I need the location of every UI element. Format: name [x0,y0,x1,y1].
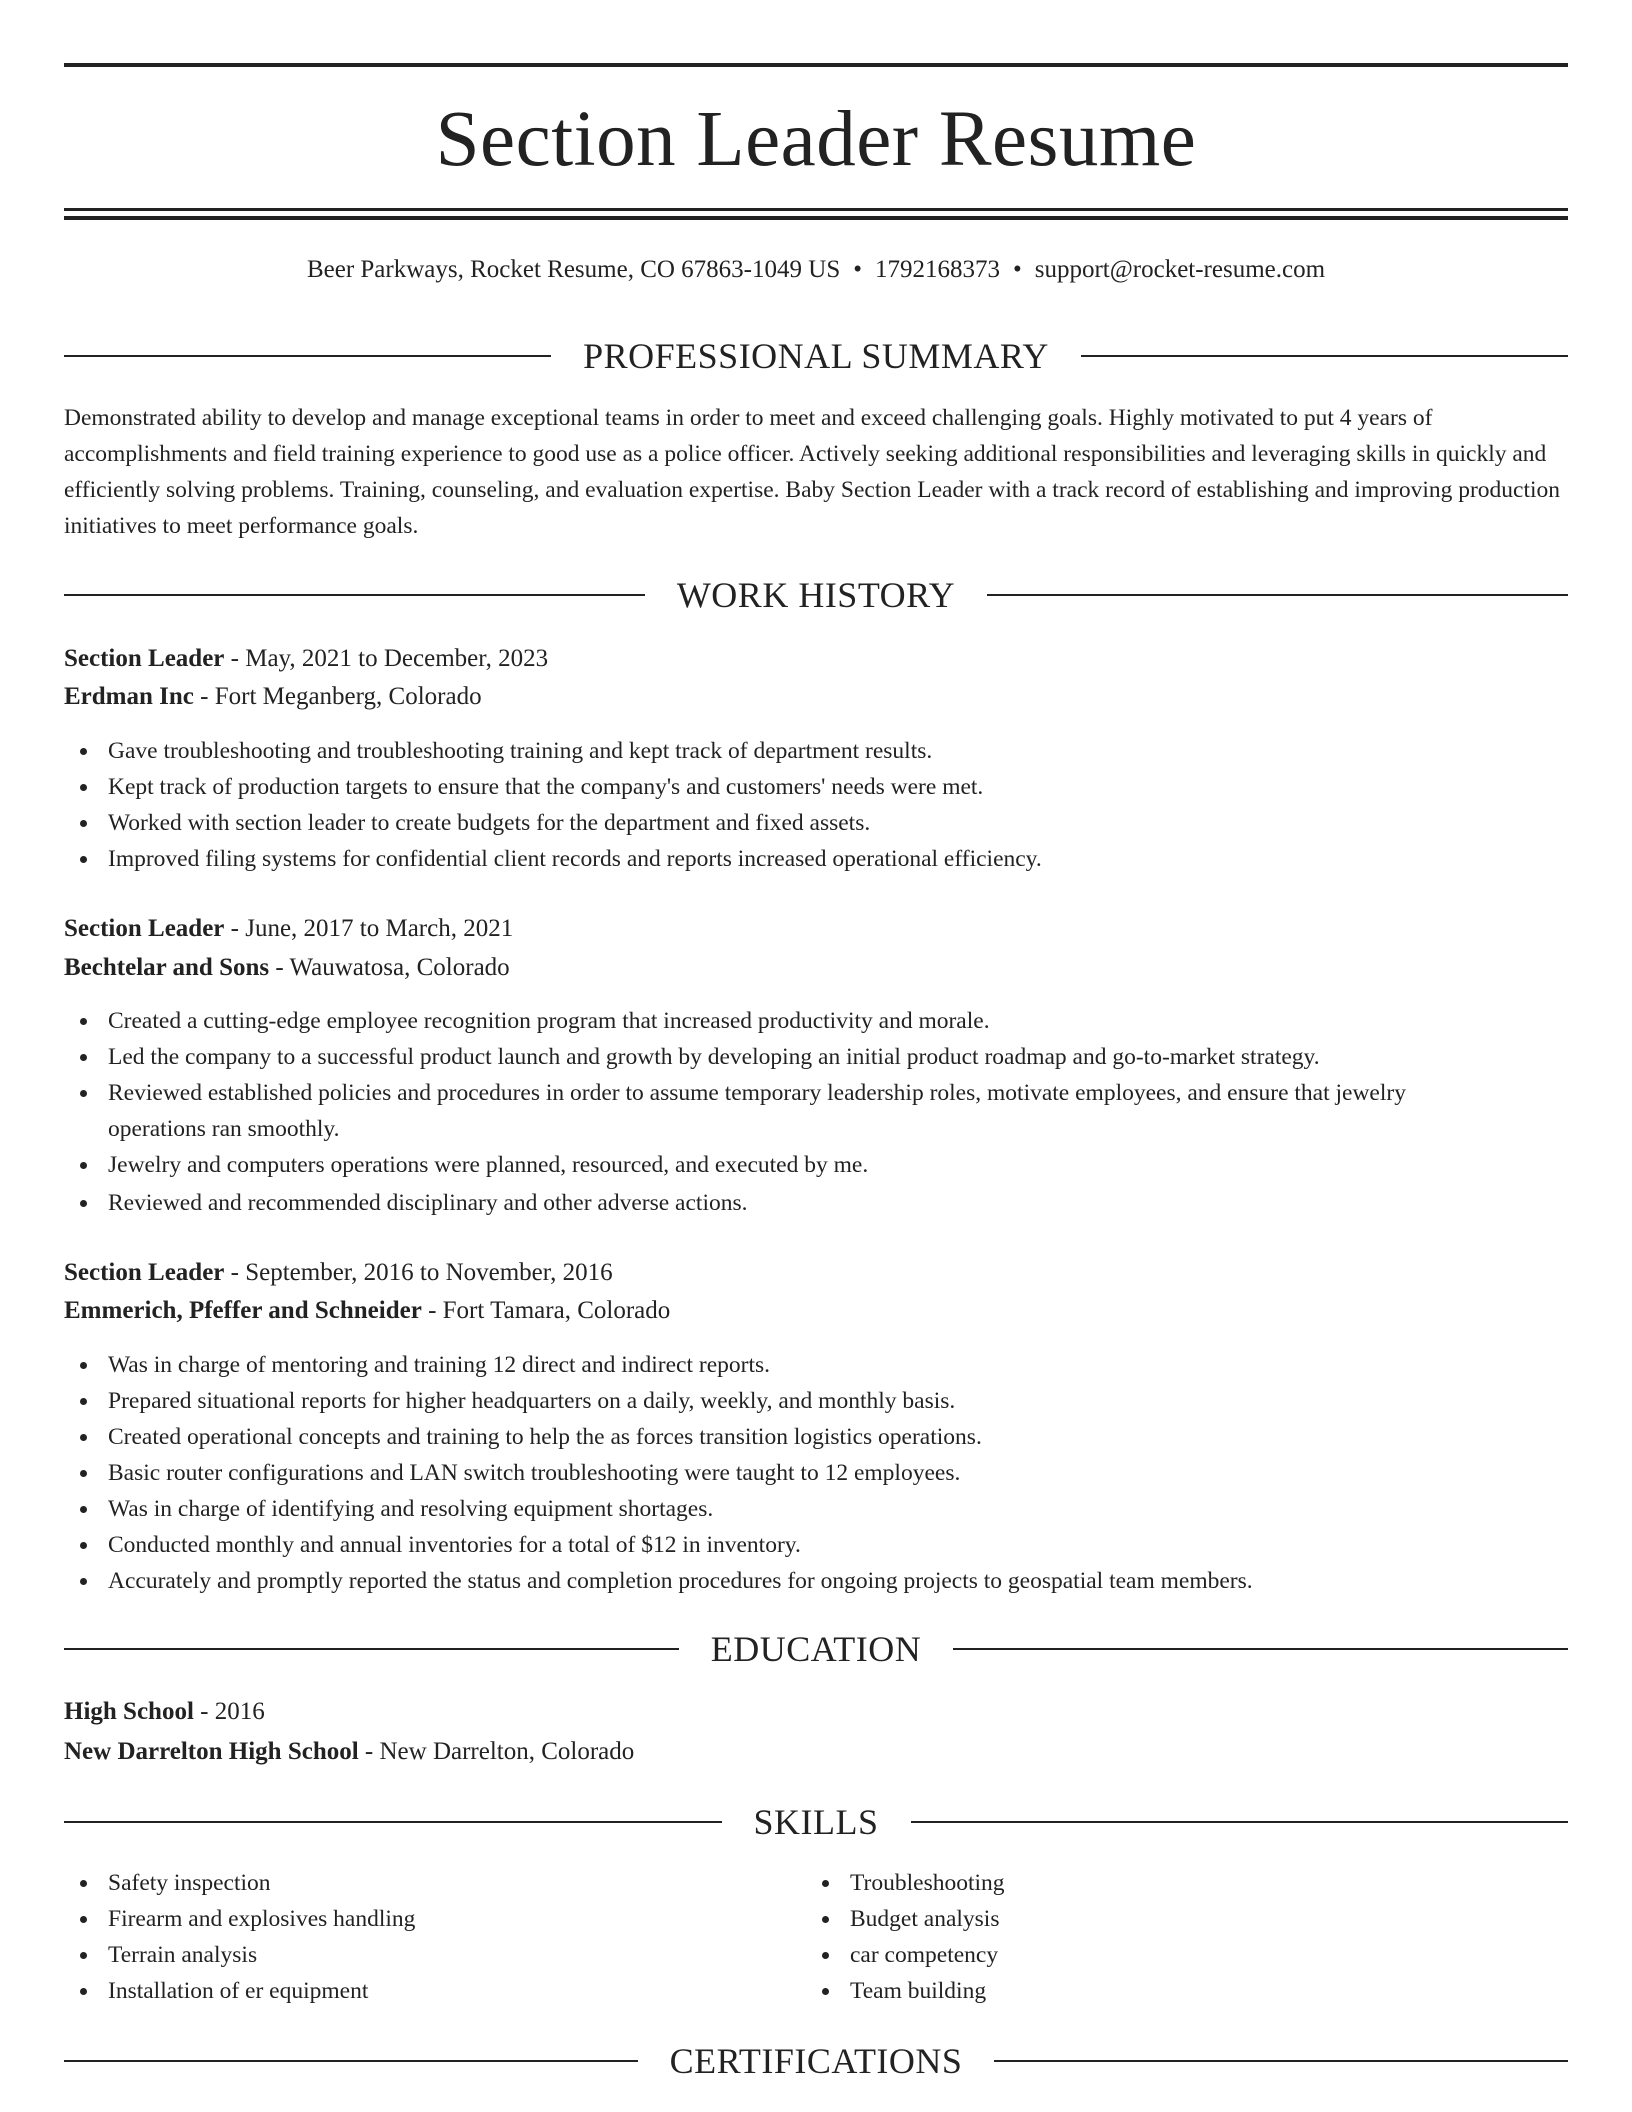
section-heading-summary [64,334,1568,378]
section-title: SKILLS [753,1802,879,1842]
contact-address: Beer Parkways, Rocket Resume, CO 67863-1049 US [306,256,841,283]
heading-rule [64,355,551,357]
section-title: CERTIFICATIONS [669,2041,963,2081]
job-company: Bechtelar and Sons [64,954,270,981]
skills-list-left [64,1865,764,2009]
list-item: Was in charge of identifying and resolving equipment shortages. [64,1491,1568,1527]
skill-item: Firearm and explosives handling [64,1901,764,1937]
section-title: PROFESSIONAL SUMMARY [583,336,1049,376]
job-location: - Fort Tamara, Colorado [421,1297,671,1324]
education-school-line [64,1734,1568,1770]
top-rule [64,63,1568,67]
title-underline-upper [64,208,1568,211]
contact-email: support@rocket-resume.com [1034,256,1326,283]
job-dates: - September, 2016 to November, 2016 [224,1259,613,1286]
section-heading-education [64,1627,1568,1671]
job-title-line [64,641,1568,677]
heading-rule [64,1821,722,1823]
title-underline-lower [64,216,1568,220]
job-title-line [64,911,1568,947]
job-company-line [64,679,1568,715]
section-title: WORK HISTORY [676,575,956,615]
list-item: Created operational concepts and training to help the as forces transition logistics operations. [64,1419,1568,1455]
list-item: Prepared situational reports for higher headquarters on a daily, weekly, and monthly basis. [64,1383,1568,1419]
skill-item: Budget analysis [806,1901,1506,1937]
list-item: Improved filing systems for confidential client records and reports increased operational efficiency. [64,841,1568,877]
heading-rule [64,1648,679,1650]
contact-separator: • [1012,256,1022,283]
heading-rule [911,1821,1569,1823]
job-location: - Wauwatosa, Colorado [269,954,510,981]
skill-item: Troubleshooting [806,1865,1506,1901]
contact-separator: • [853,256,862,283]
skill-item: Team building [806,1973,1506,2009]
list-item: Created a cutting-edge employee recognition program that increased productivity and morale. [64,1003,1504,1039]
job-company-line [64,950,1568,986]
heading-rule [1081,355,1568,357]
job-company: Erdman Inc [64,683,194,710]
skill-item: car competency [806,1937,1506,1973]
list-item: Jewelry and computers operations were planned, resourced, and executed by me. [64,1147,1504,1183]
job-bullets [64,733,1568,877]
section-heading-skills [64,1800,1568,1844]
education-degree-line [64,1694,1568,1730]
skills-list-right [806,1865,1506,2009]
section-heading-certifications [64,2039,1568,2083]
job-dates: - June, 2017 to March, 2021 [224,915,514,942]
education-school: New Darrelton High School [64,1738,359,1765]
list-item: Led the company to a successful product launch and growth by developing an initial product roadmap and go-to-market strategy. [64,1039,1504,1075]
education-location: - New Darrelton, Colorado [358,1738,635,1765]
contact-line [64,252,1568,288]
skill-item: Terrain analysis [64,1937,764,1973]
section-title: EDUCATION [710,1629,922,1669]
skill-item: Installation of er equipment [64,1973,764,2009]
job-company: Emmerich, Pfeffer and Schneider [64,1297,422,1324]
resume-title: Section Leader Resume [435,96,1197,183]
list-item: Reviewed and recommended disciplinary and other adverse actions. [64,1185,1504,1221]
job-bullets [64,1003,1504,1221]
job-location: - Fort Meganberg, Colorado [193,683,482,710]
list-item: Basic router configurations and LAN switch troubleshooting were taught to 12 employees. [64,1455,1568,1491]
job-bullets [64,1347,1568,1599]
list-item: Conducted monthly and annual inventories for a total of $12 in inventory. [64,1527,1568,1563]
list-item: Accurately and promptly reported the status and completion procedures for ongoing projects to geospatial team members. [64,1563,1568,1599]
section-heading-work [64,573,1568,617]
summary-text: Demonstrated ability to develop and manage exceptional teams in order to meet and exceed challenging goals. Highly motivated to put 4 years of accomplishments and field training experience to good use as a police officer. Actively seeking additional responsibilities and leveraging skills in quickly and efficiently solving problems. Training, counseling, and evaluation expertise. Baby Section Leader with a track record of establishing and improving production initiatives to meet performance goals. [64,405,1561,539]
list-item: Gave troubleshooting and troubleshooting training and kept track of department results. [64,733,1568,769]
list-item: Was in charge of mentoring and training 12 direct and indirect reports. [64,1347,1568,1383]
job-company-line [64,1293,1568,1329]
job-title-line [64,1255,1568,1291]
list-item: Reviewed established policies and procedures in order to assume temporary leadership roles, motivate employees, and ensure that jewelry operations ran smoothly. [64,1075,1504,1147]
contact-phone: 1792168373 [874,256,1000,283]
list-item: Worked with section leader to create budgets for the department and fixed assets. [64,805,1568,841]
job-title: Section Leader [64,645,225,672]
skill-item: Safety inspection [64,1865,764,1901]
education-year: - 2016 [193,1698,265,1725]
job-title: Section Leader [64,915,225,942]
heading-rule [987,594,1568,596]
list-item: Kept track of production targets to ensure that the company's and customers' needs were met. [64,769,1568,805]
education-degree: High School [64,1698,194,1725]
heading-rule [64,594,645,596]
heading-rule [64,2060,638,2062]
heading-rule [994,2060,1568,2062]
heading-rule [953,1648,1568,1650]
job-dates: - May, 2021 to December, 2023 [224,645,549,672]
job-title: Section Leader [64,1259,225,1286]
